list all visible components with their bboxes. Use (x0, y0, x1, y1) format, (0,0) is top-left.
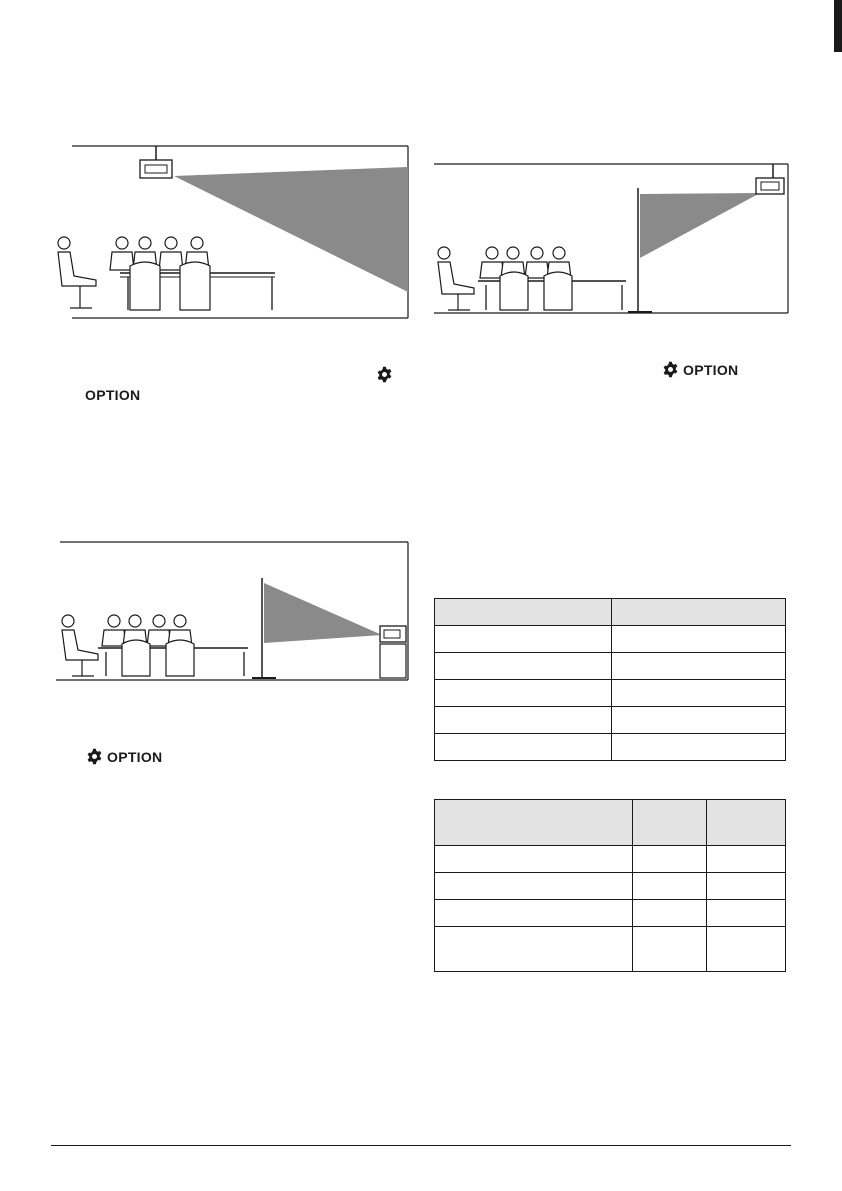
table-header-cell (612, 599, 786, 626)
option-label: OPTION (683, 361, 739, 378)
table-cell (612, 707, 786, 734)
table-cell (707, 927, 786, 972)
table-cell (633, 873, 707, 900)
table-cell (435, 846, 633, 873)
gear-icon (662, 361, 679, 378)
table-cell (612, 653, 786, 680)
gear-icon (86, 748, 103, 765)
table-row (435, 653, 786, 680)
spec-table-2 (434, 799, 786, 972)
table-header-cell (435, 599, 612, 626)
table-cell (633, 900, 707, 927)
table-cell (633, 927, 707, 972)
table-header-cell (707, 800, 786, 846)
table-cell (612, 626, 786, 653)
footer-rule (51, 1145, 791, 1146)
table-cell (435, 873, 633, 900)
table-cell (707, 873, 786, 900)
table-cell (612, 680, 786, 707)
table-cell (435, 900, 633, 927)
table-cell (435, 626, 612, 653)
table-cell (435, 707, 612, 734)
table-rear-projection-illustration (56, 538, 412, 684)
table-row (435, 707, 786, 734)
table-header-row (435, 599, 786, 626)
table-row (435, 900, 786, 927)
option-marker (662, 361, 738, 378)
gear-icon (376, 366, 393, 383)
table-header-cell (435, 800, 633, 846)
table-cell (707, 846, 786, 873)
table-header-row (435, 800, 786, 846)
table-row (435, 734, 786, 761)
option-label: OPTION (107, 748, 163, 765)
table-cell (633, 846, 707, 873)
option-label: OPTION (85, 387, 141, 403)
table-row (435, 846, 786, 873)
spec-table-1 (434, 598, 786, 761)
table-row (435, 873, 786, 900)
ceiling-rear-projection-illustration (430, 158, 792, 318)
table-row (435, 626, 786, 653)
table-cell (435, 734, 612, 761)
page-edge-tab-marker (834, 0, 842, 52)
table-cell (707, 900, 786, 927)
table-row (435, 927, 786, 972)
table-cell (435, 927, 633, 972)
ceiling-front-projection-illustration (50, 140, 412, 322)
table-header-cell (633, 800, 707, 846)
table-row (435, 680, 786, 707)
table-cell (435, 680, 612, 707)
option-marker (86, 748, 162, 765)
table-cell (435, 653, 612, 680)
table-cell (612, 734, 786, 761)
